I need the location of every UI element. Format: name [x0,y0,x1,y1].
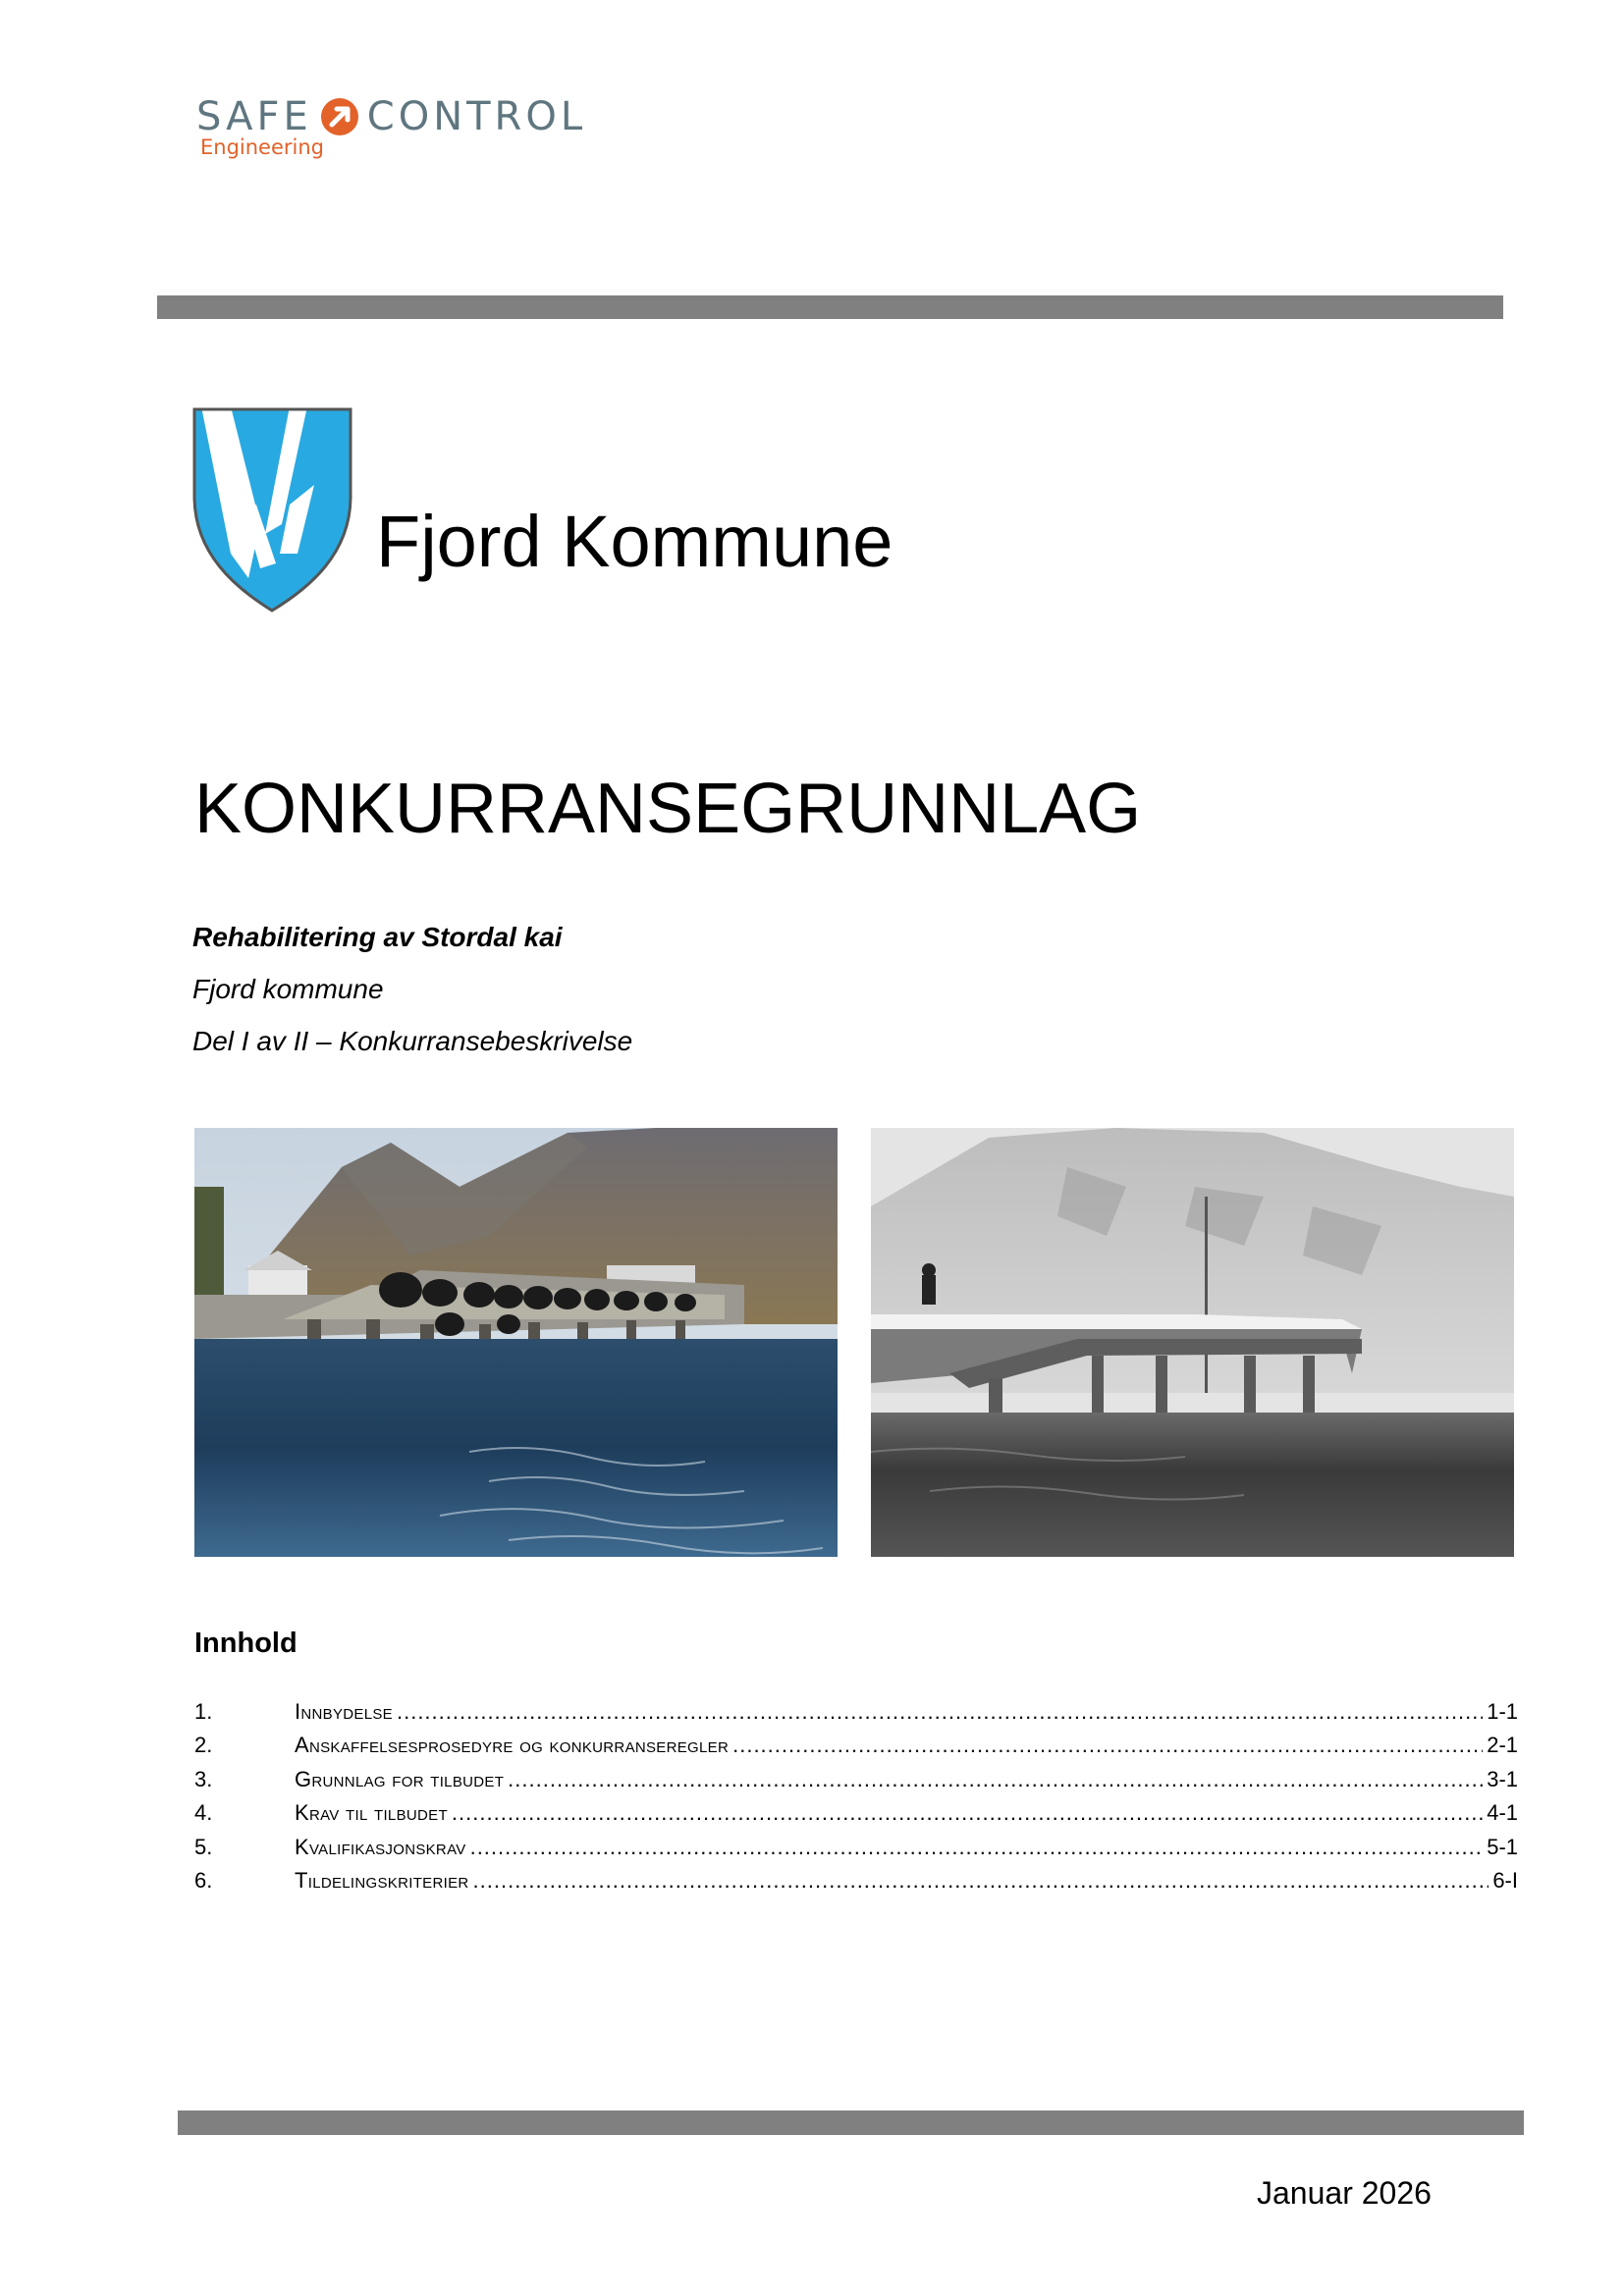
bottom-divider [178,2110,1524,2135]
company-logo [196,94,609,183]
coat-of-arms-icon [191,406,353,614]
project-title: Rehabilitering av Stordal kai [192,922,563,952]
toc-item-title: Anskaffelsesprosedyre og konkurranseregler [295,1733,730,1758]
toc-item-number: 5. [194,1834,213,1859]
document-type-title: KONKURRANSEGRUNNLAG [194,770,1142,848]
toc-item-page: 1-1 [1487,1699,1518,1724]
toc-item-title: Tildelingskriterier [295,1867,469,1893]
document-part: Del I av II – Konkurransebeskrivelse [192,1026,633,1056]
toc-leader [470,1835,1484,1860]
toc-leader [473,1868,1489,1894]
toc-item-page: 2-1 [1487,1733,1518,1758]
toc-leader [452,1800,1483,1826]
toc-leader [732,1733,1483,1758]
logo-word-safe: SAFE [196,94,312,139]
toc-item[interactable] [194,1767,1518,1800]
toc-item-page: 4-1 [1487,1800,1518,1826]
publication-date: Januar 2026 [1257,2175,1432,2211]
quay-photo-winter [871,1128,1514,1557]
logo-tagline: Engineering [200,135,324,159]
toc-item-page: 6-I [1492,1867,1518,1893]
toc-item[interactable] [194,1733,1518,1766]
toc-item[interactable] [194,1699,1518,1733]
project-owner: Fjord kommune [192,974,384,1004]
toc-item-title: Innbydelse [295,1699,393,1724]
arrow-circle-icon [320,97,359,136]
logo-word-control: CONTROL [366,94,587,139]
toc-item-page: 5-1 [1487,1834,1518,1859]
toc-item-title: Grunnlag for tilbudet [295,1766,505,1791]
toc-item-page: 3-1 [1487,1766,1518,1791]
toc-item-number: 6. [194,1867,213,1893]
toc-item-number: 1. [194,1699,213,1724]
toc-leader [508,1767,1483,1792]
table-of-contents [194,1699,1518,1901]
toc-item[interactable] [194,1835,1518,1868]
toc-item-number: 3. [194,1766,213,1791]
toc-leader [397,1699,1483,1725]
quay-photo-summer [194,1128,838,1557]
toc-item[interactable] [194,1868,1518,1901]
toc-item-title: Krav til tilbudet [295,1800,448,1826]
toc-item-number: 4. [194,1800,213,1826]
toc-item-number: 2. [194,1733,213,1758]
toc-item[interactable] [194,1800,1518,1834]
toc-item-title: Kvalifikasjonskrav [295,1834,466,1859]
top-divider [157,295,1503,319]
organization-name: Fjord Kommune [376,501,893,582]
toc-heading: Innhold [194,1628,298,1659]
